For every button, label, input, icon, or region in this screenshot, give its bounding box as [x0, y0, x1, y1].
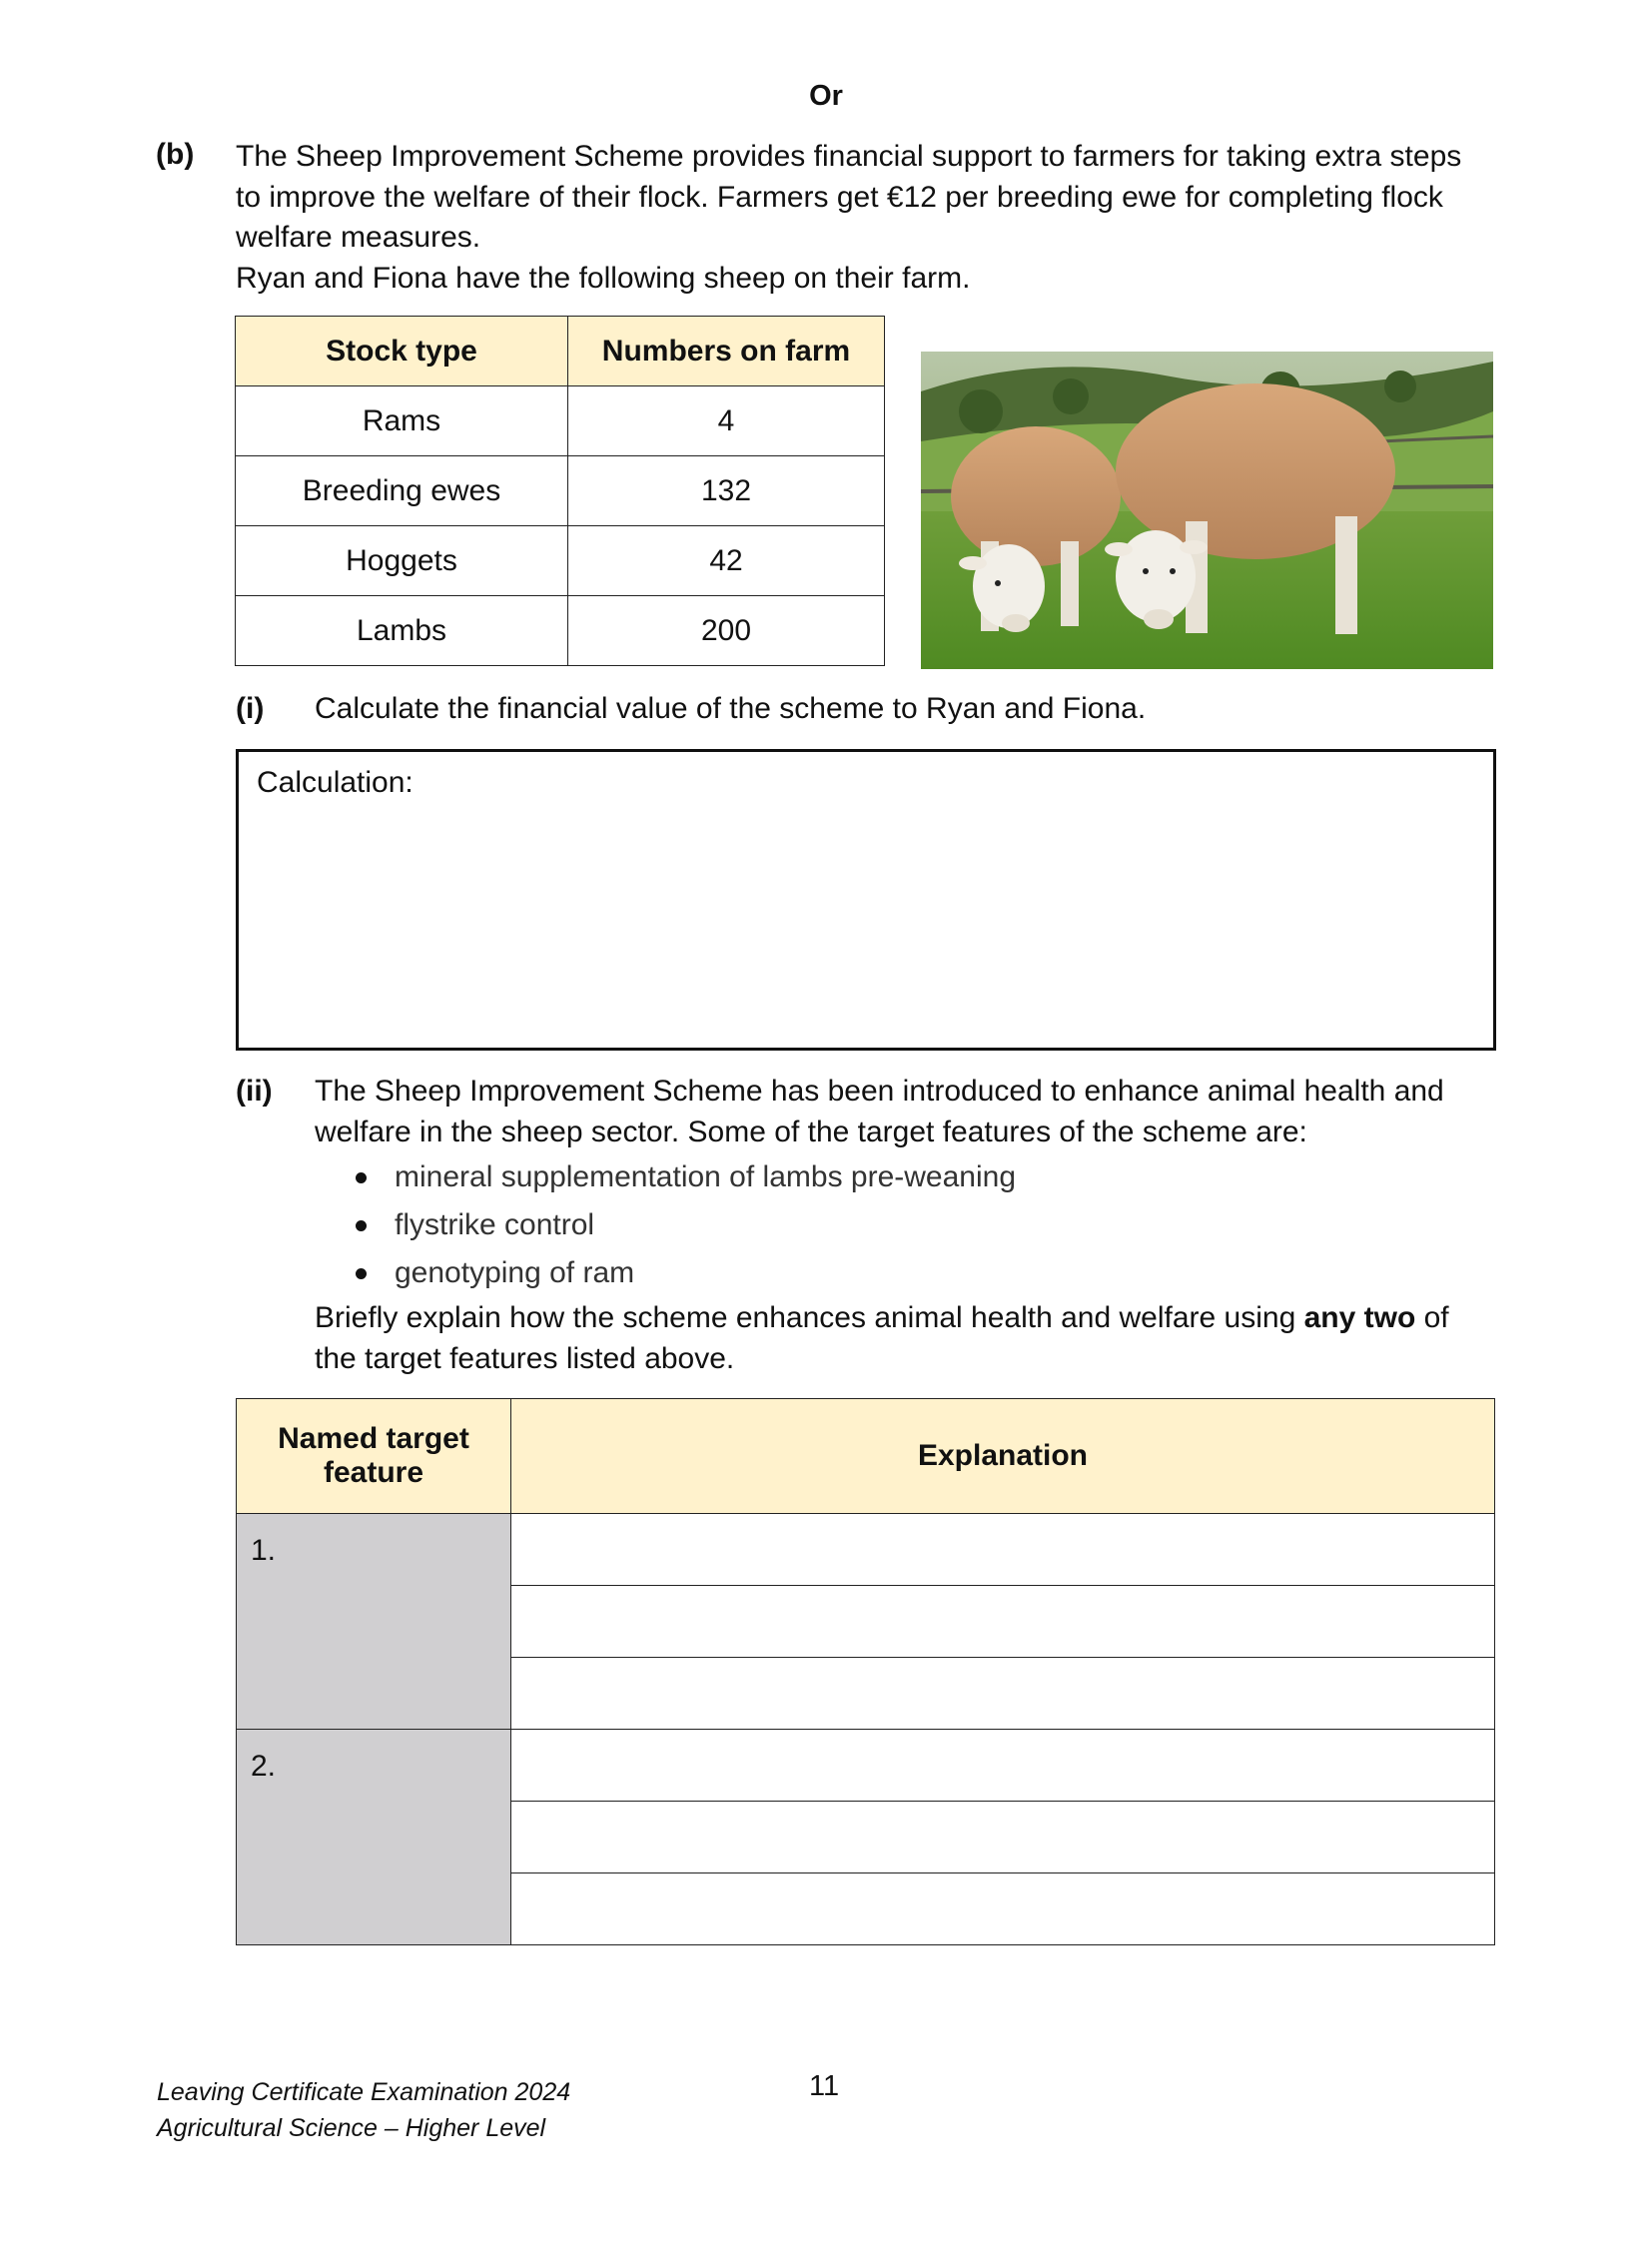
- explanation-line[interactable]: [511, 1802, 1495, 1873]
- feature-number: 1.: [251, 1534, 277, 1567]
- answer-table-header: [237, 1399, 1495, 1514]
- header-explanation: Explanation: [511, 1399, 1495, 1514]
- intro-line: to improve the welfare of their flock. Farmers get €12 per breeding ewe for completing flock: [236, 180, 1443, 214]
- question-i-text: Calculate the financial value of the scheme to Ryan and Fiona.: [315, 692, 1147, 725]
- intro-line: welfare measures.: [236, 221, 481, 254]
- question-ii-label: (ii): [236, 1075, 273, 1108]
- instruction-line: the target features listed above.: [315, 1341, 735, 1375]
- feature-cell-2[interactable]: [237, 1730, 511, 1945]
- intro-text: [236, 137, 1504, 299]
- list-item: genotyping of ram: [352, 1249, 1016, 1297]
- stock-type-cell: Rams: [236, 386, 568, 456]
- stock-type-cell: Breeding ewes: [236, 456, 568, 526]
- target-features-list: [352, 1153, 1016, 1297]
- page-number: 11: [809, 2070, 840, 2102]
- stock-table: [235, 316, 885, 666]
- intro-line: Ryan and Fiona have the following sheep on their farm.: [236, 261, 971, 295]
- feature-cell-1[interactable]: [237, 1514, 511, 1730]
- header-stock-type: Stock type: [236, 317, 568, 386]
- list-item: mineral supplementation of lambs pre-weaning: [352, 1153, 1016, 1201]
- feature-number: 2.: [251, 1750, 277, 1783]
- two-sheep-grazing-photo: [921, 352, 1493, 669]
- table-row: [236, 596, 885, 666]
- answer-table: [236, 1398, 1495, 1945]
- question-ii-line: welfare in the sheep sector. Some of the target features of the scheme are:: [315, 1115, 1307, 1148]
- calculation-label: Calculation:: [257, 766, 413, 799]
- instruction-text-end: of: [1415, 1301, 1449, 1334]
- or-heading: Or: [809, 80, 843, 112]
- explanation-line[interactable]: [511, 1586, 1495, 1658]
- table-row: [237, 1730, 1495, 1802]
- footer-subject: Agricultural Science – Higher Level: [157, 2114, 546, 2142]
- stock-number-cell: 42: [568, 526, 885, 596]
- list-item: flystrike control: [352, 1201, 1016, 1249]
- header-named-target-feature: Named target feature: [237, 1399, 511, 1514]
- table-row: [237, 1514, 1495, 1586]
- question-ii-line: The Sheep Improvement Scheme has been introduced to enhance animal health and: [315, 1075, 1444, 1108]
- header-numbers-on-farm: Numbers on farm: [568, 317, 885, 386]
- stock-number-cell: 200: [568, 596, 885, 666]
- explanation-line[interactable]: [511, 1514, 1495, 1586]
- footer-exam-title: Leaving Certificate Examination 2024: [157, 2078, 571, 2106]
- stock-number-cell: 4: [568, 386, 885, 456]
- question-i-label: (i): [236, 692, 265, 725]
- table-row: [236, 456, 885, 526]
- instruction-line: [315, 1298, 1513, 1339]
- instruction-text: [315, 1298, 1513, 1379]
- table-row: [236, 386, 885, 456]
- stock-type-cell: Lambs: [236, 596, 568, 666]
- explanation-line[interactable]: [511, 1873, 1495, 1945]
- stock-number-cell: 132: [568, 456, 885, 526]
- table-row: [236, 526, 885, 596]
- question-ii-text: [315, 1072, 1503, 1152]
- instruction-emphasis: any two: [1303, 1301, 1416, 1334]
- instruction-text-start: Briefly explain how the scheme enhances animal health and welfare using: [315, 1301, 1304, 1334]
- explanation-line[interactable]: [511, 1730, 1495, 1802]
- calculation-answer-box[interactable]: [236, 749, 1496, 1051]
- explanation-line[interactable]: [511, 1658, 1495, 1730]
- stock-type-cell: Hoggets: [236, 526, 568, 596]
- stock-table-header: [236, 317, 885, 386]
- part-label: (b): [156, 138, 195, 171]
- footer: [157, 2074, 570, 2146]
- intro-line: The Sheep Improvement Scheme provides financial support to farmers for taking extra steps: [236, 140, 1462, 173]
